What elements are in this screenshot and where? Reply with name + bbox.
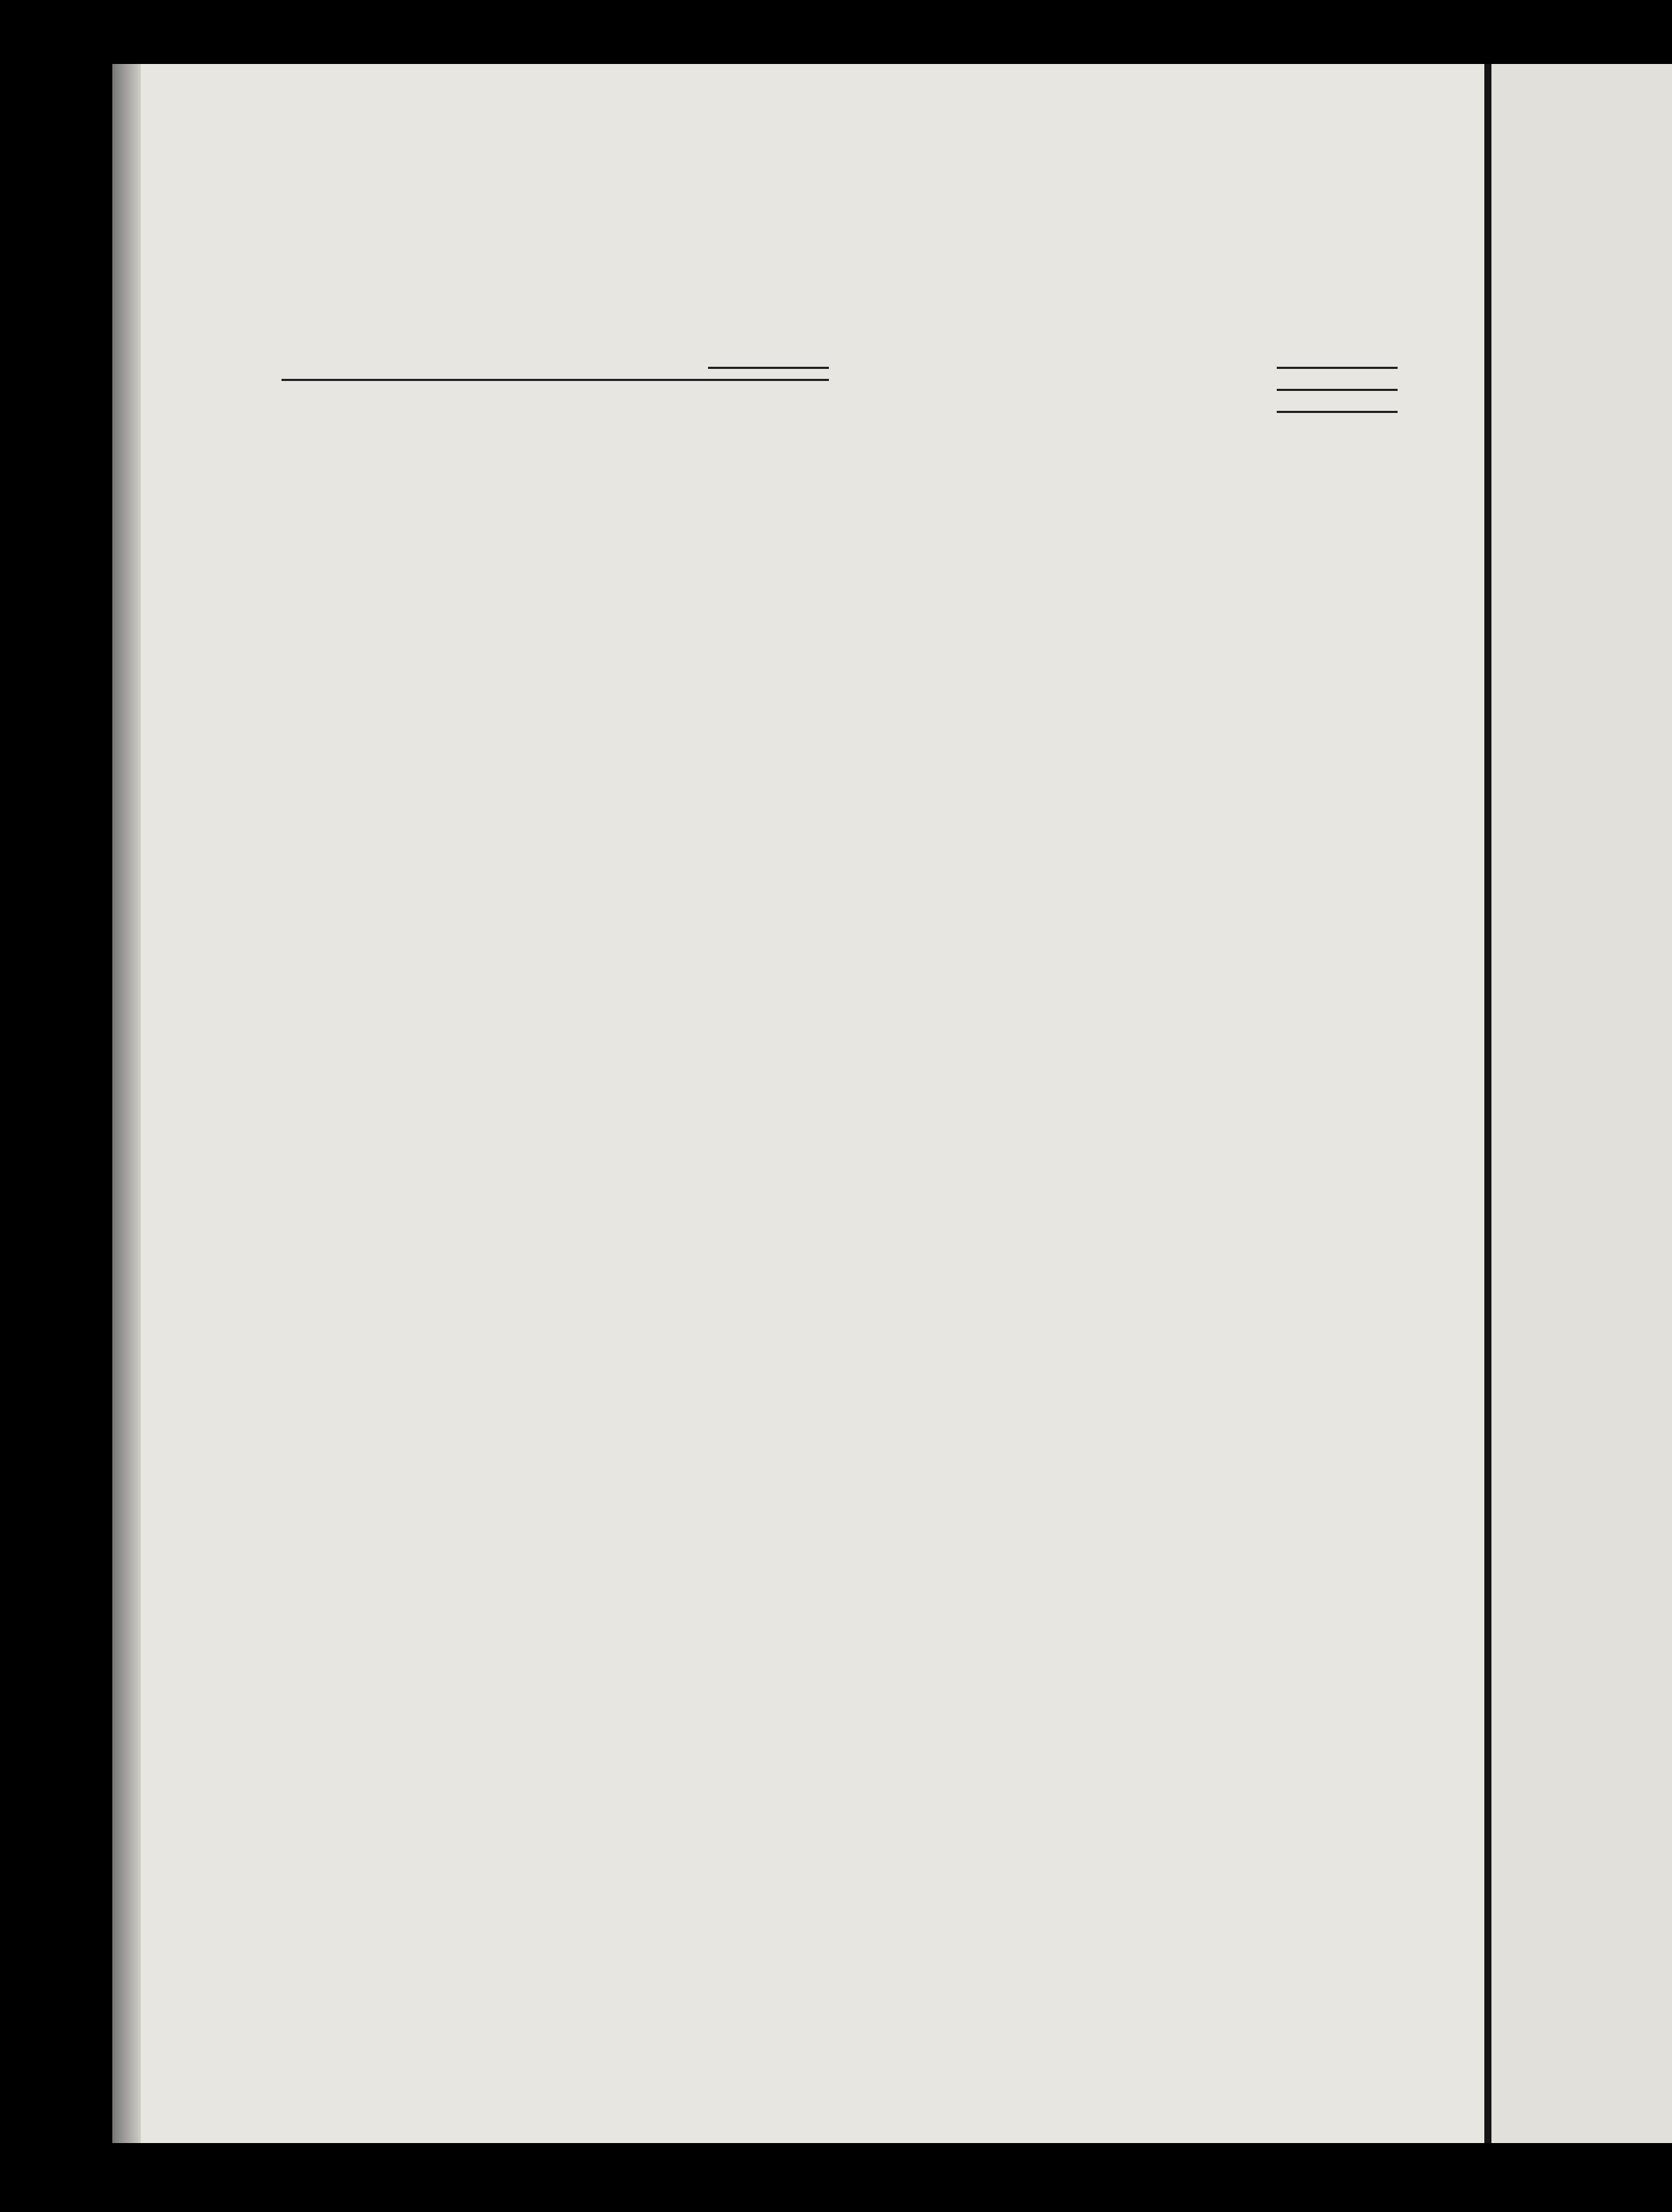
next-page-strip <box>1491 64 1672 2143</box>
right-column <box>850 347 1398 436</box>
sum-rule <box>708 367 829 369</box>
sum-rule <box>1277 367 1398 369</box>
sum-rule <box>1277 411 1398 413</box>
sum-rule <box>282 379 829 381</box>
page-gutter <box>1484 64 1491 2143</box>
left-column <box>282 355 829 397</box>
sum-rule <box>1277 389 1398 391</box>
page-binding-shadow <box>112 64 141 2143</box>
